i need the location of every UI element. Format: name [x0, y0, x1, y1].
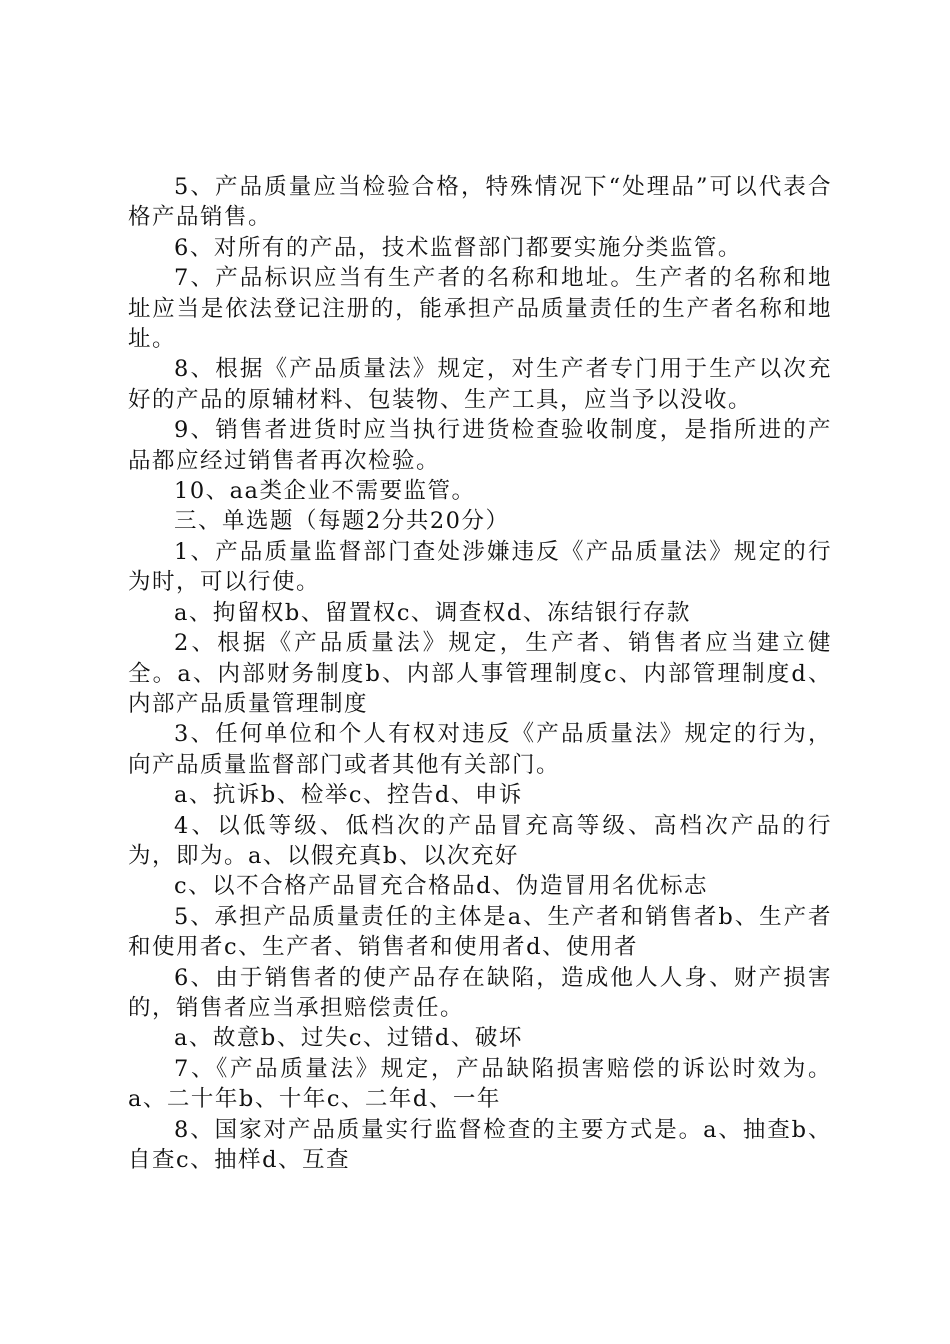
paragraph-tf-8: 8、根据《产品质量法》规定，对生产者专门用于生产以次充好的产品的原辅材料、包装物、生产工具，应当予以没收。: [128, 356, 832, 413]
paragraph-tf-5: 5、产品质量应当检验合格，特殊情况下“处理品”可以代表合格产品销售。: [128, 174, 832, 231]
section-heading-single-choice: 三、单选题（每题2分共20分）: [174, 508, 510, 535]
paragraph-tf-10: 10、aa类企业不需要监管。: [174, 478, 476, 505]
question-3: 3、任何单位和个人有权对违反《产品质量法》规定的行为，向产品质量监督部门或者其他有关部门。: [128, 721, 832, 778]
paragraph-tf-6: 6、对所有的产品，技术监督部门都要实施分类监管。: [174, 234, 742, 261]
question-5: 5、承担产品质量责任的主体是a、生产者和销售者b、生产者和使用者c、生产者、销售者和使用者d、使用者: [128, 903, 832, 961]
paragraph-tf-9: 9、销售者进货时应当执行进货检查验收制度，是指所进的产品都应经过销售者再次检验。: [128, 417, 832, 474]
question-2: 2、根据《产品质量法》规定，生产者、销售者应当建立健全。a、内部财务制度b、内部人事管理制度c、内部管理制度d、内部产品质量管理制度: [128, 630, 832, 717]
paragraph-tf-7: 7、产品标识应当有生产者的名称和地址。生产者的名称和地址应当是依法登记注册的，能承担产品质量责任的生产者名称和地址。: [128, 265, 832, 353]
question-8: 8、国家对产品质量实行监督检查的主要方式是。a、抽查b、自查c、抽样d、互查: [128, 1116, 832, 1173]
question-4: 4、以低等级、低档次的产品冒充高等级、高档次产品的行为，即为。a、以假充真b、以次充好: [128, 812, 832, 869]
question-6: 6、由于销售者的使产品存在缺陷，造成他人人身、财产损害的，销售者应当承担赔偿责任。: [128, 964, 832, 1021]
question-3-options: a、抗诉b、检举c、控告d、申诉: [174, 782, 523, 809]
question-7: 7、《产品质量法》规定，产品缺陷损害赔偿的诉讼时效为。a、二十年b、十年c、二年d、一年: [128, 1055, 832, 1113]
question-1: 1、产品质量监督部门查处涉嫌违反《产品质量法》规定的行为时，可以行使。: [128, 538, 832, 596]
question-4-options: c、以不合格产品冒充合格品d、伪造冒用名优标志: [174, 873, 709, 900]
document-body: [128, 172, 832, 1175]
question-1-options: a、拘留权b、留置权c、调查权d、冻结银行存款: [174, 599, 691, 626]
question-6-options: a、故意b、过失c、过错d、破坏: [174, 1025, 523, 1052]
